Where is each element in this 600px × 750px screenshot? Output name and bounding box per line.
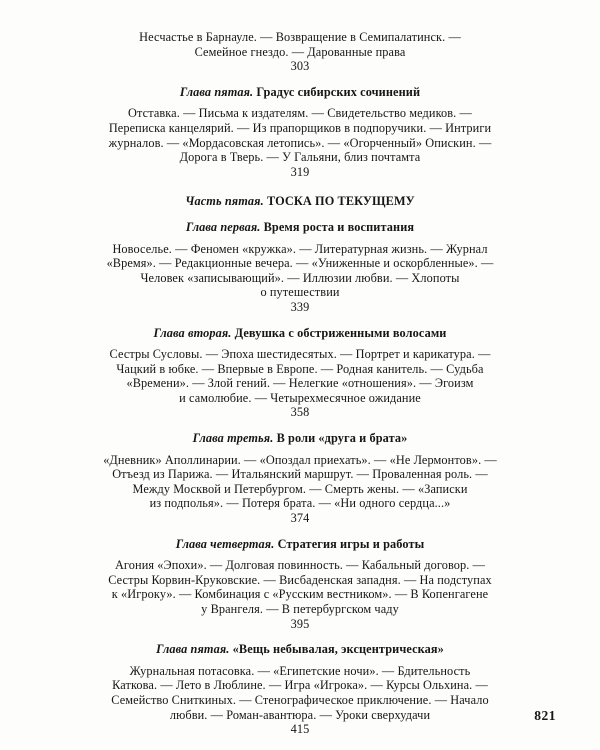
entry-line: Отставка. — Письма к издателям. — Свидетельство медиков. — xyxy=(128,106,472,121)
heading-label: Глава пятая. xyxy=(179,84,257,99)
entry-page-number: 319 xyxy=(290,164,310,179)
heading-title: ТОСКА ПО ТЕКУЩЕМУ xyxy=(266,194,415,209)
entry-line: и самолюбие. — Четырехмесячное ожидание xyxy=(179,390,421,405)
toc-entry xyxy=(80,453,520,511)
toc-entry xyxy=(80,558,520,616)
heading-label: Глава вторая. xyxy=(153,325,235,340)
footer-page-number: 821 xyxy=(534,708,556,723)
entry-line: Отъезд из Парижа. — Итальянский маршрут. — Проваленная роль. — xyxy=(112,467,488,482)
entry-line: Новоселье. — Феномен «кружка». — Литературная жизнь. — Журнал xyxy=(112,241,488,256)
toc-content xyxy=(80,30,520,737)
heading-label: Глава третья. xyxy=(192,431,277,446)
entry-line: к «Игроку». — Комбинация с «Русским вестником». — В Копенгагене xyxy=(111,587,489,602)
entry-page-number: 358 xyxy=(290,405,310,420)
entry-line: Между Москвой и Петербургом. — Смерть жены. — «Записки xyxy=(132,481,468,496)
heading-title: Градус сибирских сочинений xyxy=(256,84,421,99)
heading-label: Глава четвертая. xyxy=(175,536,278,551)
chapter-heading xyxy=(80,326,520,341)
entry-page-number: 395 xyxy=(290,616,310,631)
toc-entry xyxy=(80,664,520,722)
heading-title: Девушка с обстриженными волосами xyxy=(234,325,447,340)
chapter-heading xyxy=(80,642,520,657)
heading-label: Глава первая. xyxy=(185,219,264,234)
toc-entry xyxy=(80,106,520,164)
entry-line: Семейное гнездо. — Дарованные права xyxy=(194,44,406,59)
heading-label: Часть пятая. xyxy=(185,194,267,209)
entry-line: «Время». — Редакционные вечера. — «Униженные и оскорбленные». — xyxy=(106,256,494,271)
toc-entry xyxy=(80,30,520,59)
entry-line: Каткова. — Лето в Люблине. — Игра «Игрока». — Курсы Ольхина. — xyxy=(112,678,488,693)
heading-title: Время роста и воспитания xyxy=(263,219,415,234)
entry-line: любви. — Роман-авантюра. — Уроки сверхудачи xyxy=(169,707,431,722)
entry-page-number: 303 xyxy=(290,59,310,74)
chapter-heading xyxy=(80,431,520,446)
entry-line: Человек «записывающий». — Иллюзии любви. — Хлопоты xyxy=(140,270,460,285)
entry-line: Переписка канцелярий. — Из прапорщиков в подпоручики. — Интриги xyxy=(108,120,492,135)
entry-line: Сестры Корвин-Круковские. — Висбаденская западня. — На подступах xyxy=(108,572,492,587)
entry-line: Журнальная потасовка. — «Египетские ночи». — Бдительность xyxy=(129,663,471,678)
chapter-heading xyxy=(80,85,520,100)
entry-page-number: 374 xyxy=(290,511,310,526)
entry-line: журналов. — «Мордасовская летопись». — «Огорченный» Опискин. — xyxy=(108,135,492,150)
toc-entry xyxy=(80,242,520,300)
heading-title: «Вещь небывалая, эксцентрическая» xyxy=(232,642,444,657)
entry-line: Агония «Эпохи». — Долговая повинность. — Кабальный договор. — xyxy=(114,558,486,573)
chapter-heading xyxy=(80,220,520,235)
entry-line: «Времени». — Злой гений. — Нелегкие «отношения». — Эгоизм xyxy=(126,376,474,391)
chapter-heading xyxy=(80,537,520,552)
entry-line: Семейство Сниткиных. — Стенографическое приключение. — Начало xyxy=(111,692,489,707)
heading-title: Стратегия игры и работы xyxy=(277,536,425,551)
entry-line: Дорога в Тверь. — У Гальяни, близ почтамта xyxy=(179,150,421,165)
entry-line: у Врангеля. — В петербургском чаду xyxy=(201,602,399,616)
entry-line: «Дневник» Аполлинарии. — «Опоздал приехать». — «Не Лермонтов». — xyxy=(103,452,497,467)
toc-entry xyxy=(80,347,520,405)
entry-line: о путешествии xyxy=(260,285,340,300)
entry-line: из подполья». — Потеря брата. — «Ни одного сердца...» xyxy=(149,496,451,511)
heading-title: В роли «друга и брата» xyxy=(276,431,408,446)
entry-page-number: 415 xyxy=(290,722,310,737)
entry-line: Несчастье в Барнауле. — Возвращение в Семипалатинск. — xyxy=(139,30,461,44)
heading-label: Глава пятая. xyxy=(156,642,233,657)
entry-line: Сестры Сусловы. — Эпоха шестидесятых. — Портрет и карикатура. — xyxy=(109,347,491,362)
entry-page-number: 339 xyxy=(290,299,310,314)
part-heading xyxy=(80,194,520,209)
entry-line: Чацкий в юбке. — Впервые в Европе. — Родная канитель. — Судьба xyxy=(116,361,484,376)
